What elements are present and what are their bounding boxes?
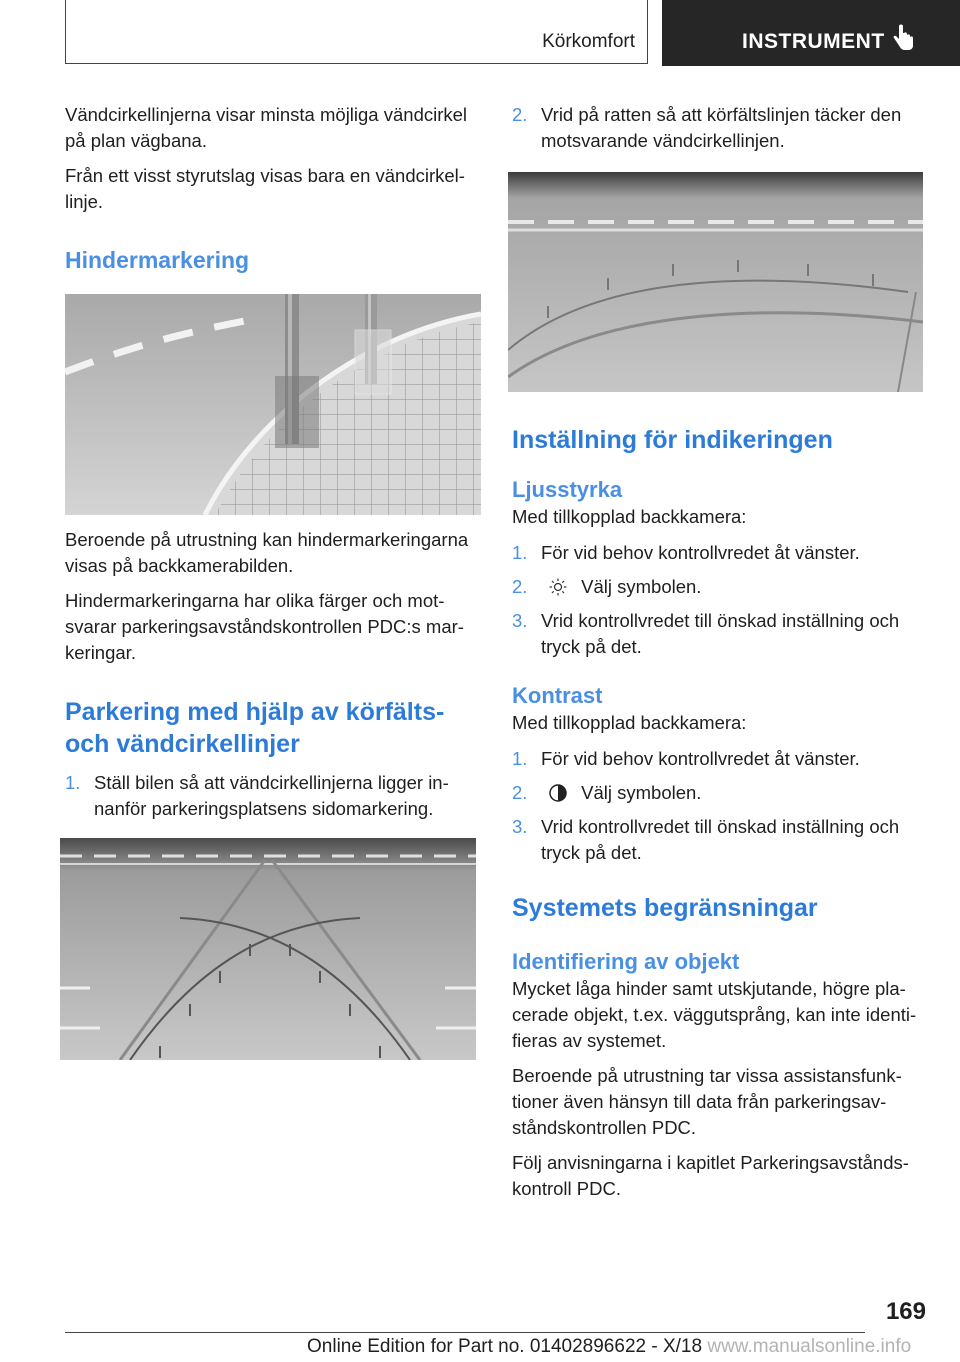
footer-divider [65,1332,865,1333]
step-number: 2. [512,782,528,803]
right-column [512,102,924,1211]
obstacle-marking-figure [65,294,481,515]
edition-text: Online Edition for Part no. 01402896622 - X/18 [307,1336,703,1357]
list-item [512,814,924,866]
contrast-steps [512,746,924,866]
list-item [512,780,924,806]
obstacle-marking-illustration [65,294,481,515]
lane-lines-figure [60,838,476,1060]
step-number: 2. [512,576,528,597]
step-number: 2. [512,104,528,125]
step-number: 3. [512,610,528,631]
list-item [512,746,924,772]
step-text: Ställ bilen så att vändcirkellinjerna ligger in-nanför parkeringsplatsens sidomarkering. [94,772,449,819]
turning-circle-illustration [508,172,923,392]
heading-object-identification: Identifiering av objekt [512,949,740,974]
brightness-sun-icon [546,578,570,596]
obstacle-paragraph-1: Beroende på utrustning kan hindermarkeringarna visas på backkamerabilden. [65,529,469,576]
step-text: För vid behov kontrollvredet åt vänster. [541,542,860,563]
turning-circle-figure [508,172,923,392]
list-item [512,574,924,600]
list-item [512,102,924,154]
contrast-intro: Med tillkopplad backkamera: [512,712,747,733]
heading-obstacle-marking: Hindermarkering [65,247,250,273]
section-tab[interactable]: Körkomfort [65,0,648,64]
step-text: Välj symbolen. [581,782,702,803]
contrast-half-circle-icon [546,784,570,802]
limits-paragraph-3: Följ anvisningarna i kapitlet Parkeringsavstånds-kontroll PDC. [512,1152,909,1199]
parking-steps-continued [512,102,924,154]
step-text: Vrid kontrollvredet till önskad inställning och tryck på det. [541,610,900,657]
brightness-steps [512,540,924,660]
obstacle-paragraph-2: Hindermarkeringarna har olika färger och mot-svarar parkeringsavståndskontrollen PDC:s mar-keringar. [65,590,464,663]
heading-brightness: Ljusstyrka [512,477,623,502]
lane-lines-illustration [60,838,476,1060]
step-text: Vrid på ratten så att körfältslinjen täcker den motsvarande vändcirkellinjen. [541,104,902,151]
limits-paragraph-2: Beroende på utrustning tar vissa assistansfunk-tioner även hänsyn till data från parkeringsav-ståndskontrollen PDC. [512,1065,902,1138]
left-column [65,102,481,1060]
intro-paragraph-1: Vändcirkellinjerna visar minsta möjliga vändcirkel på plan vägbana. [65,104,468,151]
pointing-hand-icon [892,24,914,52]
step-text: Välj symbolen. [581,576,702,597]
footer-edition [307,1334,911,1360]
step-number: 1. [65,772,81,793]
page-number: 169 [885,1298,926,1325]
heading-contrast: Kontrast [512,683,603,708]
limits-paragraph-1: Mycket låga hinder samt utskjutande, högre pla-cerade objekt, t.ex. väggutsprång, kan inte identi-fieras av systemet. [512,978,917,1051]
step-number: 1. [512,748,528,769]
chapter-tab-label: INSTRUMENT [742,30,885,53]
step-number: 3. [512,816,528,837]
chapter-tab[interactable] [662,0,960,66]
brightness-intro: Med tillkopplad backkamera: [512,506,747,527]
heading-display-settings: Inställning för indikeringen [512,426,833,454]
step-text: För vid behov kontrollvredet åt vänster. [541,748,860,769]
list-item [512,540,924,566]
heading-system-limits: Systemets begränsningar [512,894,818,922]
header-tabs [0,0,960,66]
watermark: www.manualsonline.info [707,1336,912,1357]
step-text: Vrid kontrollvredet till önskad inställning och tryck på det. [541,816,900,863]
list-item [512,608,924,660]
list-item [65,770,481,822]
intro-paragraph-2: Från ett visst styrutslag visas bara en vändcirkel-linje. [65,165,465,212]
step-number: 1. [512,542,528,563]
heading-parking-lines: Parkering med hjälp av körfälts- och vändcirkellinjer [65,698,445,758]
parking-steps [65,770,481,822]
